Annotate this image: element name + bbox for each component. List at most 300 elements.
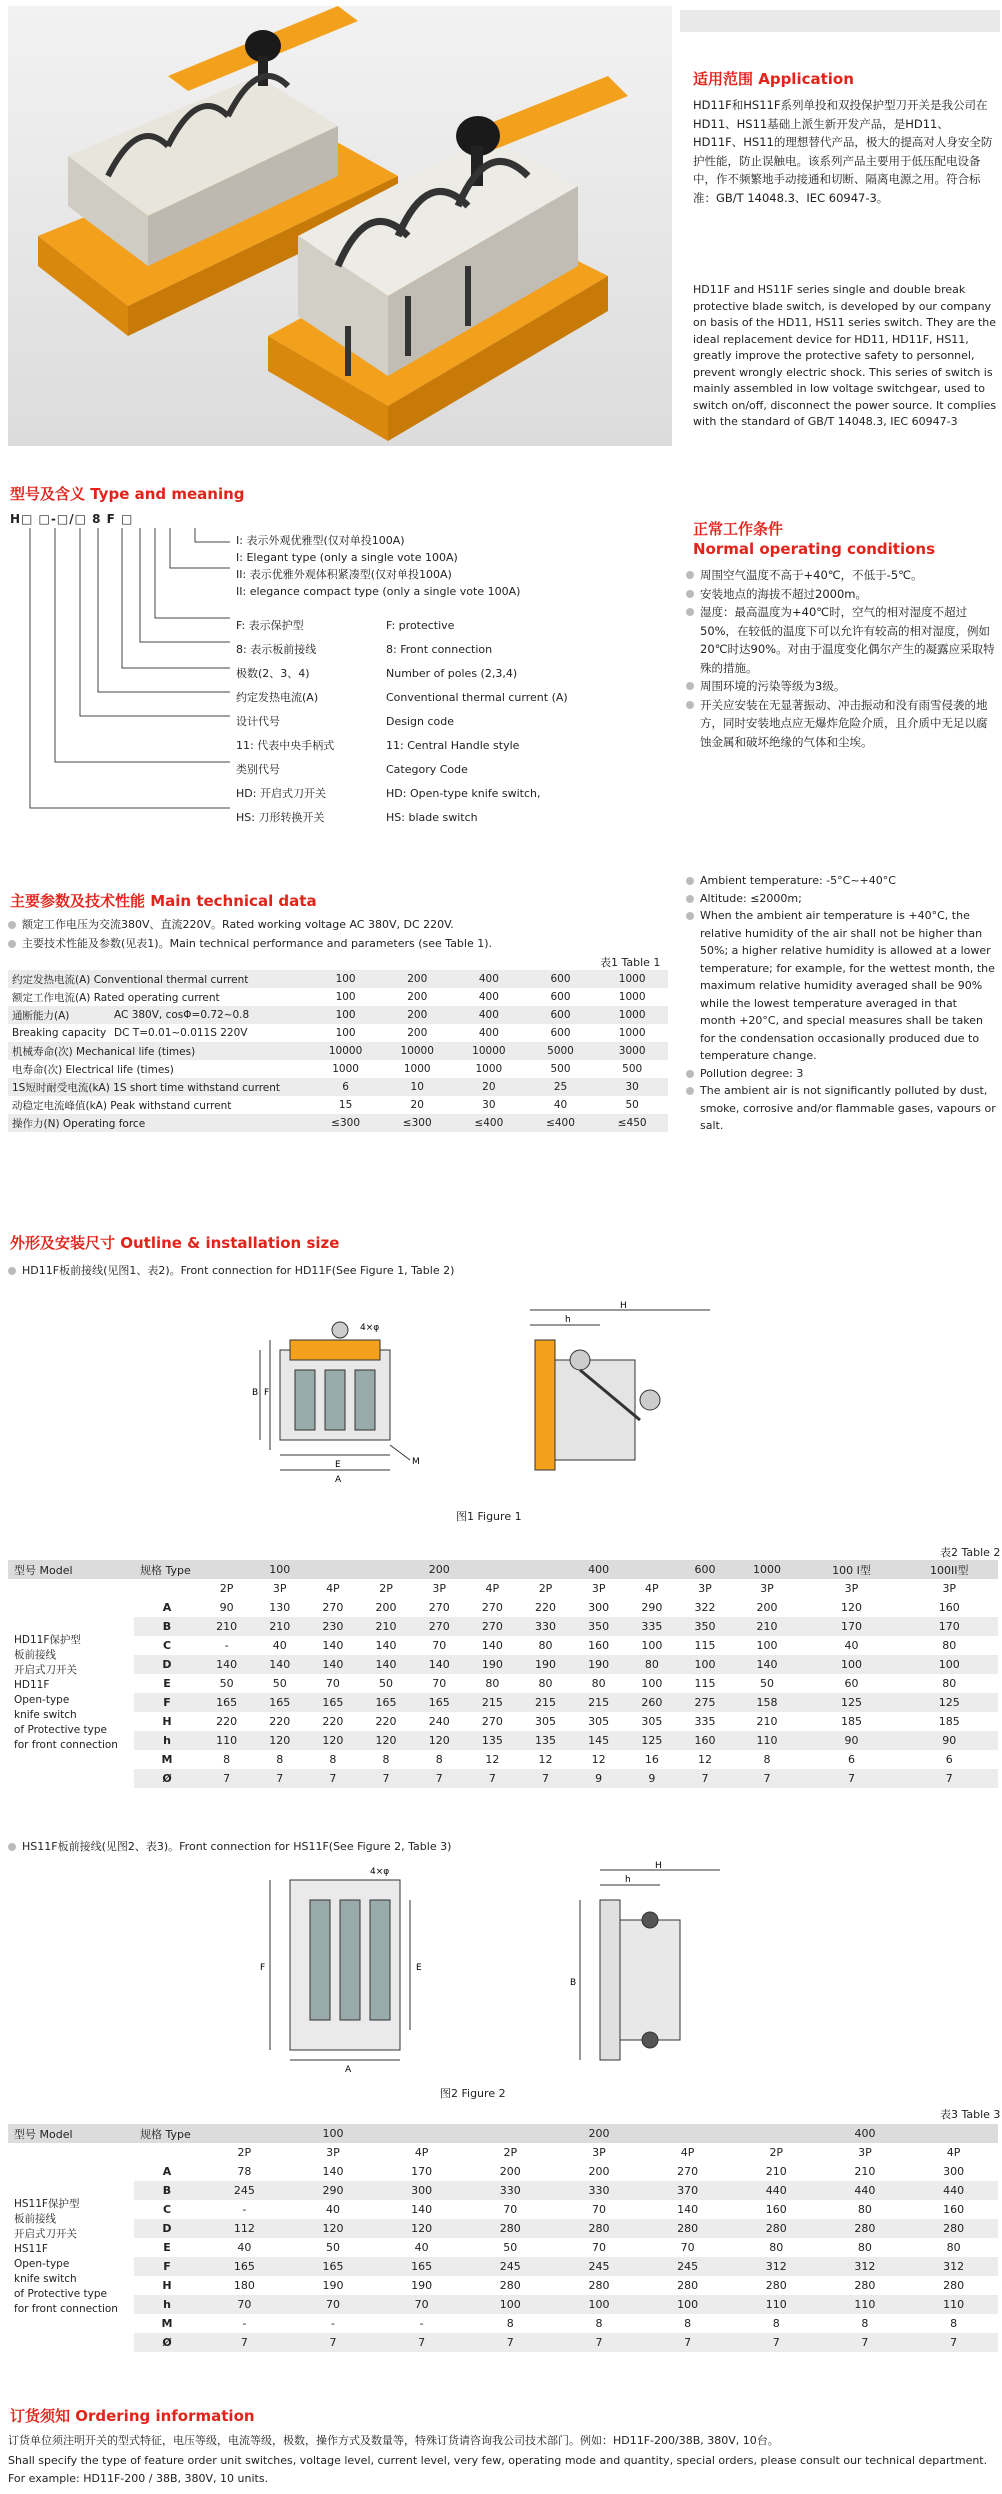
table-row xyxy=(8,1617,998,1636)
table-cell: 165 xyxy=(359,1693,412,1712)
table-cell: 140 xyxy=(306,1655,359,1674)
table-cell: 4P xyxy=(377,2143,466,2162)
type-item-cn: 8: 表示板前接线 xyxy=(236,643,317,656)
table-cell: 100 xyxy=(643,2295,732,2314)
table-cell: 170 xyxy=(411,2165,433,2178)
table3-label: 表3 Table 3 xyxy=(940,2108,1001,2121)
table-cell: M xyxy=(161,2317,173,2330)
table-cell: 140 xyxy=(732,1655,803,1674)
table-cell: 7 xyxy=(413,1769,466,1788)
type-item-en: F: protective xyxy=(386,619,455,632)
type-item-en: Conventional thermal current (A) xyxy=(386,691,568,704)
table-cell: 305 xyxy=(535,1715,557,1728)
table-cell: 8 xyxy=(223,1753,231,1766)
table-cell: 电寿命(次) Electrical life (times) xyxy=(12,1063,174,1076)
type-item-compact xyxy=(236,566,520,600)
table-cell: 140 xyxy=(411,2203,433,2216)
table-cell: 190 xyxy=(466,1655,519,1674)
conditions-en-list xyxy=(686,872,996,1135)
table-row xyxy=(8,2314,998,2333)
table-cell: 100 xyxy=(200,1560,359,1579)
table-cell: 160 xyxy=(588,1639,610,1652)
table-cell: 9 xyxy=(572,1769,625,1788)
table-cell: 50 xyxy=(760,1677,774,1690)
table-cell: ≤300 xyxy=(381,1114,453,1132)
table-cell: 7 xyxy=(253,1769,306,1788)
table-cell: 160 xyxy=(678,1731,731,1750)
table-cell: 400 xyxy=(519,1560,678,1579)
table-cell: 1S短时耐受电流(kA) 1S short time withstand current xyxy=(8,1078,310,1096)
table-cell: E xyxy=(163,1677,171,1690)
table-cell: 80 xyxy=(946,2241,961,2254)
table-cell: 1000 xyxy=(732,1560,803,1579)
table-cell: 245 xyxy=(200,2181,289,2200)
tech-note: 额定工作电压为交流380V、直流220V。Rated working voltage AC 380V, DC 220V. xyxy=(22,918,454,931)
table-cell: ≤400 xyxy=(525,1114,597,1132)
table-cell: 70 xyxy=(591,2203,606,2216)
type-code: H□ □-□/□ 8 F □ xyxy=(10,512,134,526)
table-cell: 600 xyxy=(525,970,597,988)
outline-title: 外形及安装尺寸 Outline & installation size xyxy=(10,1234,340,1252)
table-cell: 100 xyxy=(678,1655,731,1674)
table-cell: 8 xyxy=(772,2317,780,2330)
table-cell xyxy=(8,2143,134,2162)
type-item-cn: 设计代号 xyxy=(236,715,280,728)
type-item-en: Number of poles (2,3,4) xyxy=(386,667,518,680)
table-cell: 210 xyxy=(732,1617,803,1636)
table-cell: AC 380V, cosΦ=0.72~0.8 xyxy=(110,1006,310,1024)
table-cell: D xyxy=(134,2219,200,2238)
type-meaning-list xyxy=(236,532,520,600)
table-cell: 440 xyxy=(732,2181,821,2200)
tech-title: 主要参数及技术性能 Main technical data xyxy=(10,892,317,910)
table-cell: 10000 xyxy=(310,1042,382,1060)
table-cell: 1000 xyxy=(618,1027,646,1039)
table-cell: 7 xyxy=(289,2333,378,2352)
condition-cn: 湿度：最高温度为+40℃时，空气的相对湿度不超过50%，在较低的温度下可以允许有较高的相对湿度，例如20℃时达90%。对由于温度变化偶尔产生的凝露应采取特殊的措施。 xyxy=(700,605,995,675)
table-cell: 100 xyxy=(555,2295,644,2314)
table-cell: 7 xyxy=(377,2333,466,2352)
table-cell: 12 xyxy=(485,1753,500,1766)
table-cell: 330 xyxy=(519,1617,572,1636)
hs-note xyxy=(8,1838,668,1857)
dim-label: E xyxy=(335,1460,341,1470)
table-row xyxy=(8,2333,998,2352)
table-cell: 400 xyxy=(732,2124,998,2143)
table-cell: Ø xyxy=(134,2333,200,2352)
table-cell: 动稳定电流峰值(kA) Peak withstand current xyxy=(12,1099,232,1112)
table-cell: D xyxy=(134,1655,200,1674)
type-meaning-title: 型号及含义 Type and meaning xyxy=(10,485,245,503)
table-cell: 165 xyxy=(200,2257,289,2276)
table-cell: 额定工作电流(A) Rated operating current xyxy=(12,991,220,1004)
table-cell: B xyxy=(134,1617,200,1636)
table-cell: 280 xyxy=(732,2219,821,2238)
table-cell: 270 xyxy=(322,1601,344,1614)
table-cell: 8 xyxy=(684,2317,692,2330)
table-cell: 200 xyxy=(407,991,428,1003)
table-cell: 110 xyxy=(732,2295,821,2314)
table-cell: A xyxy=(162,2165,172,2178)
table-cell: 440 xyxy=(909,2181,998,2200)
application-title: 适用范围 Application xyxy=(693,70,854,88)
table-cell: A xyxy=(162,1601,172,1614)
condition-cn: 安装地点的海拔不超过2000m。 xyxy=(700,586,867,601)
table-cell: F xyxy=(134,1693,200,1712)
table-cell: 1000 xyxy=(596,970,668,988)
type-item-en: HS: blade switch xyxy=(386,811,478,824)
table-cell: - xyxy=(419,2317,424,2330)
table-cell: 120 xyxy=(289,2219,378,2238)
table-cell: h xyxy=(134,2295,200,2314)
table-cell: 290 xyxy=(289,2181,378,2200)
table-cell: 400 xyxy=(453,970,525,988)
table-cell: 8 xyxy=(506,2317,514,2330)
type-item-en: II: elegance compact type (only a single vote 100A) xyxy=(236,585,521,598)
table-cell: 80 xyxy=(857,2241,872,2254)
table-cell: 40 xyxy=(414,2241,429,2254)
table-cell: 140 xyxy=(359,1655,412,1674)
table-cell: 100 xyxy=(802,1655,900,1674)
table-cell: 70 xyxy=(432,1639,447,1652)
table-cell: 300 xyxy=(377,2181,466,2200)
table-cell: 140 xyxy=(677,2203,699,2216)
conditions-cn-list xyxy=(686,566,996,751)
table-cell: 机械寿命(次) Mechanical life (times) xyxy=(8,1042,310,1060)
table-cell: 330 xyxy=(555,2181,644,2200)
table-cell: 120 xyxy=(377,2219,466,2238)
table-header-row xyxy=(8,1579,998,1598)
dim-label: A xyxy=(345,2065,352,2075)
table-cell: 3P xyxy=(253,1579,306,1598)
table-cell: 500 xyxy=(622,1063,643,1075)
table-row xyxy=(8,988,668,1006)
table-cell: 16 xyxy=(644,1753,659,1766)
table-row xyxy=(8,2238,998,2257)
model-text-line: 板前接线 xyxy=(14,1649,56,1661)
table-cell: 7 xyxy=(466,2333,555,2352)
table-cell: 80 xyxy=(538,1639,553,1652)
table-cell: 280 xyxy=(821,2219,910,2238)
table-cell: 110 xyxy=(909,2295,998,2314)
table-cell: 120 xyxy=(359,1731,412,1750)
dim-label: H xyxy=(620,1301,627,1311)
condition-en: Ambient temperature: -5°C~+40°C xyxy=(700,874,896,887)
table-cell: 4P xyxy=(909,2143,998,2162)
table-cell: 40 xyxy=(844,1639,859,1652)
table-row xyxy=(8,970,668,988)
table-row xyxy=(8,1006,668,1024)
table-cell: 270 xyxy=(677,2165,699,2178)
table-cell: 245 xyxy=(555,2257,644,2276)
table-cell: 280 xyxy=(765,2279,787,2292)
type-item-en: HD: Open-type knife switch, xyxy=(386,787,541,800)
table-cell: 20 xyxy=(453,1078,525,1096)
dim-label: h xyxy=(565,1315,571,1325)
table-cell: 312 xyxy=(909,2257,998,2276)
table-cell: 6 xyxy=(310,1078,382,1096)
table-cell: 3P xyxy=(289,2143,378,2162)
table-cell xyxy=(134,1579,200,1598)
table-cell: Breaking capacity xyxy=(12,1027,107,1039)
table-cell: 70 xyxy=(200,2295,289,2314)
table-cell: 2P xyxy=(732,2143,821,2162)
table-cell: 70 xyxy=(325,1677,340,1690)
table-cell: 200 xyxy=(375,1601,397,1614)
table-cell: 200 xyxy=(588,2165,610,2178)
dim-label: 4×φ xyxy=(360,1323,380,1333)
model-text-line: 开启式刀开关 xyxy=(14,2228,77,2240)
table-cell: 3P xyxy=(802,1579,900,1598)
table-cell: 600 xyxy=(550,1027,571,1039)
table-cell xyxy=(8,2162,134,2352)
table-cell: 8 xyxy=(276,1753,284,1766)
table-cell: 15 xyxy=(338,1099,353,1111)
model-text-line: 板前接线 xyxy=(14,2213,56,2225)
table-cell: 4P xyxy=(466,1579,519,1598)
table-cell: 1000 xyxy=(403,1063,431,1075)
table-cell: 270 xyxy=(481,1601,503,1614)
type-item-en: 11: Central Handle style xyxy=(386,739,520,752)
table-cell: 220 xyxy=(322,1715,344,1728)
table-header-row xyxy=(8,2143,998,2162)
table-cell: 190 xyxy=(322,2279,344,2292)
table-cell: 210 xyxy=(765,2165,787,2178)
table-cell: 60 xyxy=(844,1677,859,1690)
table-cell: 210 xyxy=(200,1617,253,1636)
table-row xyxy=(8,1078,668,1096)
table-cell: 7 xyxy=(306,1769,359,1788)
table-cell: 通断能力(A) xyxy=(8,1006,110,1024)
table-cell: 600 xyxy=(550,991,571,1003)
product-photo xyxy=(8,6,672,446)
type-item-cn: I: 表示外观优雅型(仅对单投100A) xyxy=(236,534,405,547)
table-cell: 322 xyxy=(694,1601,716,1614)
table-cell: 操作力(N) Operating force xyxy=(8,1114,310,1132)
table-cell: 160 xyxy=(938,1601,960,1614)
model-text-line: Open-type xyxy=(14,2258,70,2270)
dim-label: F xyxy=(260,1963,266,1973)
table-cell: 270 xyxy=(413,1617,466,1636)
table-cell: 7 xyxy=(732,1769,803,1788)
table-cell: 3P xyxy=(901,1579,998,1598)
table-cell: 210 xyxy=(253,1617,306,1636)
condition-en: Pollution degree: 3 xyxy=(700,1066,804,1080)
table-cell: 90 xyxy=(802,1731,900,1750)
table-cell: 165 xyxy=(289,2257,378,2276)
table-cell: 110 xyxy=(200,1731,253,1750)
table-cell: 120 xyxy=(253,1731,306,1750)
model-text-line: HS11F xyxy=(14,2243,48,2255)
type-item-cn: F: 表示保护型 xyxy=(236,619,304,632)
table-cell: 78 xyxy=(237,2165,252,2178)
table-cell: 158 xyxy=(732,1693,803,1712)
table-cell: 7 xyxy=(359,1769,412,1788)
table-row xyxy=(8,1750,998,1769)
table-cell: 140 xyxy=(375,1639,397,1652)
condition-cn: 开关应安装在无显著振动、冲击振动和没有雨雪侵袭的地方，同时安装地点应无爆炸危险介质，且介质中无足以腐蚀金属和破坏绝缘的气体和尘埃。 xyxy=(700,697,988,749)
table-cell: 140 xyxy=(413,1655,466,1674)
hd-note-text: HD11F板前接线(见图1、表2)。Front connection for HD11F(See Figure 1, Table 2) xyxy=(22,1264,455,1277)
table-cell: 270 xyxy=(428,1601,450,1614)
table-cell: ≤450 xyxy=(596,1114,668,1132)
table-cell: 80 xyxy=(942,1677,957,1690)
table-cell: 6 xyxy=(945,1753,953,1766)
table-cell: 80 xyxy=(942,1639,957,1652)
table-cell: 40 xyxy=(553,1099,568,1111)
table-cell: 160 xyxy=(943,2203,965,2216)
type-item-cn: 类别代号 xyxy=(236,763,280,776)
model-text-line: Open-type xyxy=(14,1694,70,1706)
figure1-caption: 图1 Figure 1 xyxy=(456,1510,522,1523)
type-item-cn: HS: 刀形转换开关 xyxy=(236,811,325,824)
table-cell: 8 xyxy=(435,1753,443,1766)
table-cell: 8 xyxy=(329,1753,337,1766)
table-cell: 230 xyxy=(306,1617,359,1636)
table-cell: 2P xyxy=(200,2143,289,2162)
table-cell xyxy=(134,2143,200,2162)
table-cell: ≤300 xyxy=(310,1114,382,1132)
table-cell: 50 xyxy=(219,1677,234,1690)
table-cell: 100 xyxy=(641,1639,663,1652)
table-cell: 9 xyxy=(625,1769,678,1788)
table-row xyxy=(8,1024,668,1042)
table-cell: 280 xyxy=(943,2279,965,2292)
table-cell: 7 xyxy=(555,2333,644,2352)
table-cell: 8 xyxy=(861,2317,869,2330)
table-cell: 50 xyxy=(272,1677,287,1690)
table-cell: 100 xyxy=(335,1027,356,1039)
table-cell: E xyxy=(163,2241,171,2254)
table-cell: 8 xyxy=(595,2317,603,2330)
table-cell: 165 xyxy=(253,1693,306,1712)
table-cell: 规格 Type xyxy=(134,2124,200,2143)
table-cell: 80 xyxy=(591,1677,606,1690)
table-cell: Ø xyxy=(134,1769,200,1788)
table-cell: 400 xyxy=(478,1027,499,1039)
table-cell: 50 xyxy=(379,1677,394,1690)
table-row xyxy=(8,1712,998,1731)
table-cell: 7 xyxy=(678,1769,731,1788)
table-cell: 12 xyxy=(697,1753,712,1766)
table3 xyxy=(8,2124,998,2352)
table-cell: 4P xyxy=(625,1579,678,1598)
table-cell: 220 xyxy=(375,1715,397,1728)
table-cell: 190 xyxy=(519,1655,572,1674)
table-cell: 10000 xyxy=(453,1042,525,1060)
table-cell: 350 xyxy=(572,1617,625,1636)
model-text-line: of Protective type xyxy=(14,2288,107,2300)
table-row xyxy=(8,1731,998,1750)
table-cell: 312 xyxy=(821,2257,910,2276)
table-row xyxy=(8,1655,998,1674)
dim-label: A xyxy=(335,1475,342,1485)
table-row xyxy=(8,1674,998,1693)
table-cell: C xyxy=(162,1639,172,1652)
table-cell: 40 xyxy=(325,2203,340,2216)
table2 xyxy=(8,1560,998,1788)
table-cell: 275 xyxy=(678,1693,731,1712)
figure2-side-view xyxy=(540,1860,740,2080)
model-text-line: 开启式刀开关 xyxy=(14,1664,77,1676)
table-cell: 110 xyxy=(821,2295,910,2314)
table-cell: 115 xyxy=(694,1639,716,1652)
conditions-title-cn: 正常工作条件 xyxy=(693,520,784,538)
table-cell: 80 xyxy=(857,2203,872,2216)
tech-table xyxy=(8,970,668,1132)
table-cell: 115 xyxy=(694,1677,716,1690)
table-cell: 140 xyxy=(322,1639,344,1652)
table-cell: 100 xyxy=(901,1655,998,1674)
table-cell: 8 xyxy=(382,1753,390,1766)
table-cell: 210 xyxy=(359,1617,412,1636)
tech-notes xyxy=(8,916,668,953)
table-cell: 280 xyxy=(588,2279,610,2292)
table-cell: 280 xyxy=(909,2219,998,2238)
type-item-cn: 11: 代表中央手柄式 xyxy=(236,739,335,752)
table-cell: 200 xyxy=(499,2165,521,2178)
table-cell: 220 xyxy=(216,1715,238,1728)
table-cell: F xyxy=(134,2257,200,2276)
model-text-line: knife switch xyxy=(14,1709,77,1721)
table-cell: 200 xyxy=(381,970,453,988)
figure2-front-view xyxy=(250,1860,450,2080)
table-cell: 200 xyxy=(359,1560,518,1579)
table-cell: 规格 Type xyxy=(134,1560,200,1579)
table-cell: 305 xyxy=(588,1715,610,1728)
table-cell: 185 xyxy=(840,1715,862,1728)
table-cell: 1000 xyxy=(475,1063,503,1075)
table-cell: 120 xyxy=(413,1731,466,1750)
type-item-en: I: Elegant type (only a single vote 100A) xyxy=(236,551,458,564)
table-cell: 135 xyxy=(519,1731,572,1750)
table-cell: 170 xyxy=(901,1617,998,1636)
table-cell: 7 xyxy=(200,1769,253,1788)
table-cell: 2P xyxy=(466,2143,555,2162)
table2-label: 表2 Table 2 xyxy=(940,1546,1001,1559)
table-cell: 370 xyxy=(643,2181,732,2200)
table-cell: 30 xyxy=(482,1099,496,1111)
table-cell: 120 xyxy=(840,1601,862,1614)
table-cell: 约定发热电流(A) Conventional thermal current xyxy=(8,970,310,988)
application-cn-text: HD11F和HS11F系列单投和双投保护型刀开关是我公司在HD11、HS11基础上派生新开发产品，是HD11、HD11F、HS11的理想替代产品，极大的提高对人身安全防护性能，防止误触电。该系列产品主要用于低压配电设备中，作不频繁地手动接通和切断、隔离电源之用。符合标准：GB/T 14048.3、IEC 60947-3。 xyxy=(693,98,993,205)
table-cell: 40 xyxy=(272,1639,287,1652)
table-cell: 1000 xyxy=(596,1006,668,1024)
table-cell: 12 xyxy=(538,1753,553,1766)
table-cell: M xyxy=(161,1753,173,1766)
table-cell: - xyxy=(242,2203,247,2216)
model-text-line: HD11F xyxy=(14,1679,50,1691)
table-cell: 220 xyxy=(269,1715,291,1728)
table-cell: ≤400 xyxy=(453,1114,525,1132)
type-item-en: 8: Front connection xyxy=(386,643,493,656)
table-cell: 20 xyxy=(410,1099,424,1111)
table-cell: 6 xyxy=(847,1753,855,1766)
condition-cn: 周围环境的污染等级为3级。 xyxy=(700,679,846,693)
table1-label: 表1 Table 1 xyxy=(600,956,661,969)
figure1-front-view xyxy=(240,1300,440,1500)
table-cell: 190 xyxy=(411,2279,433,2292)
table-cell: 70 xyxy=(503,2203,518,2216)
ordering-en1: Shall specify the type of feature order unit switches, voltage level, current level, very few, operating mode and quantity, special orders, please consult our technical department. xyxy=(8,2454,988,2467)
table-cell: 135 xyxy=(466,1731,519,1750)
table-row xyxy=(8,1114,668,1132)
table-cell: 165 xyxy=(200,1693,253,1712)
table-cell: 3P xyxy=(572,1579,625,1598)
hd-note xyxy=(8,1262,668,1281)
table-cell: 7 xyxy=(909,2333,998,2352)
type-code-lines xyxy=(10,528,240,828)
